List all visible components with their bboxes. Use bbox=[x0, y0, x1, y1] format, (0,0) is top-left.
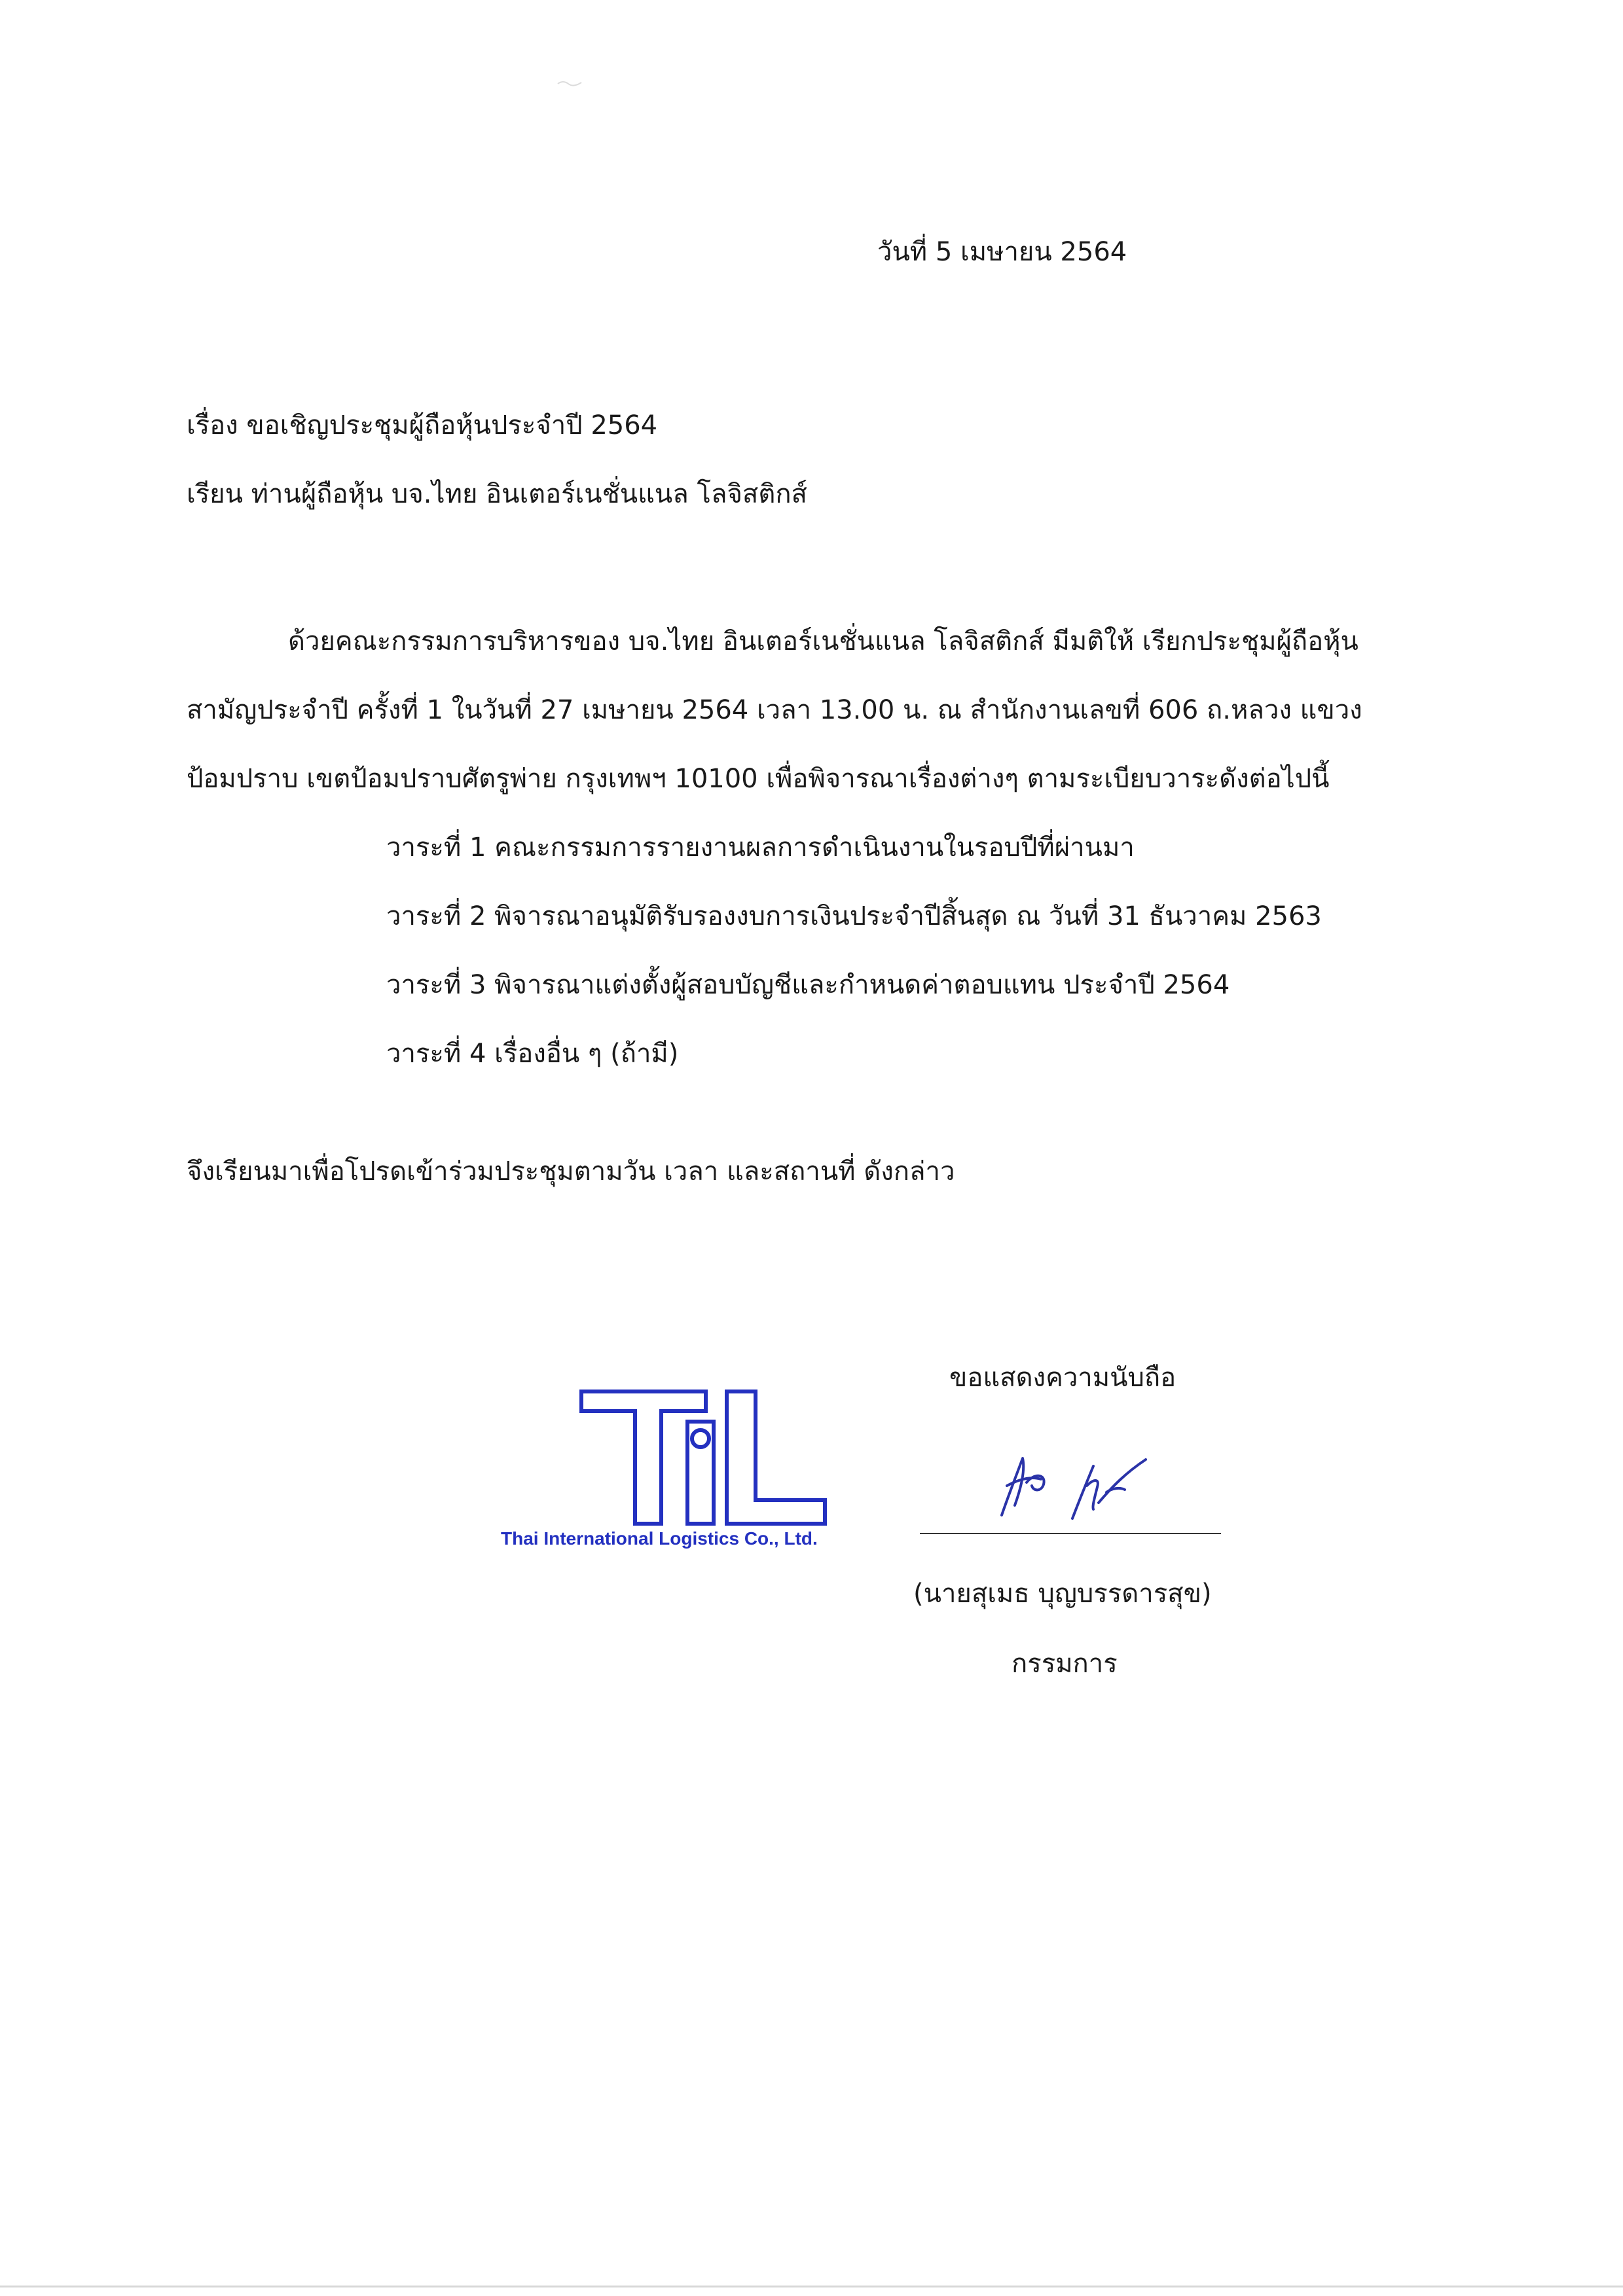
signature-rule bbox=[920, 1533, 1221, 1534]
body-line-2: สามัญประจำปี ครั้งที่ 1 ในวันที่ 27 เมษายน 2564 เวลา 13.00 น. ณ สำนักงานเลขที่ 606 ถ.หลวง แขวง bbox=[187, 695, 1362, 725]
date-line: วันที่ 5 เมษายน 2564 bbox=[877, 237, 1127, 267]
body-line-1: ด้วยคณะกรรมการบริหารของ บจ.ไทย อินเตอร์เนชั่นแนล โลจิสติกส์ มีมติให้ เรียกประชุมผู้ถือหุ้น bbox=[288, 626, 1359, 656]
agenda-item-2: วาระที่ 2 พิจารณาอนุมัติรับรองงบการเงินประจำปีสิ้นสุด ณ วันที่ 31 ธันวาคม 2563 bbox=[386, 901, 1322, 931]
agenda-item-3: วาระที่ 3 พิจารณาแต่งตั้งผู้สอบบัญชีและกำหนดค่าตอบแทน ประจำปี 2564 bbox=[386, 970, 1230, 1000]
subject-line: เรื่อง ขอเชิญประชุมผู้ถือหุ้นประจำปี 2564 bbox=[187, 410, 658, 440]
body-line-3: ป้อมปราบ เขตป้อมปราบศัตรูพ่าย กรุงเทพฯ 10100 เพื่อพิจารณาเรื่องต่างๆ ตามระเบียบวาระดังต่อไปนี้ bbox=[187, 764, 1330, 794]
signatory-position: กรรมการ bbox=[1012, 1649, 1118, 1679]
logo-caption: Thai International Logistics Co., Ltd. bbox=[501, 1528, 818, 1549]
recipient-line: เรียน ท่านผู้ถือหุ้น บจ.ไทย อินเตอร์เนชั่นแนล โลจิสติกส์ bbox=[187, 479, 807, 509]
signatory-name: (นายสุเมธ บุญบรรดารสุข) bbox=[913, 1579, 1212, 1609]
signature-icon bbox=[995, 1446, 1165, 1525]
agenda-item-4: วาระที่ 4 เรื่องอื่น ๆ (ถ้ามี) bbox=[386, 1039, 679, 1069]
scan-speck bbox=[556, 79, 583, 88]
page-bottom-edge bbox=[0, 2286, 1623, 2287]
regards-line: ขอแสดงความนับถือ bbox=[949, 1363, 1176, 1393]
closing-line: จึงเรียนมาเพื่อโปรดเข้าร่วมประชุมตามวัน เวลา และสถานที่ ดังกล่าว bbox=[187, 1157, 955, 1187]
agenda-item-1: วาระที่ 1 คณะกรรมการรายงานผลการดำเนินงานในรอบปีที่ผ่านมา bbox=[386, 833, 1135, 863]
